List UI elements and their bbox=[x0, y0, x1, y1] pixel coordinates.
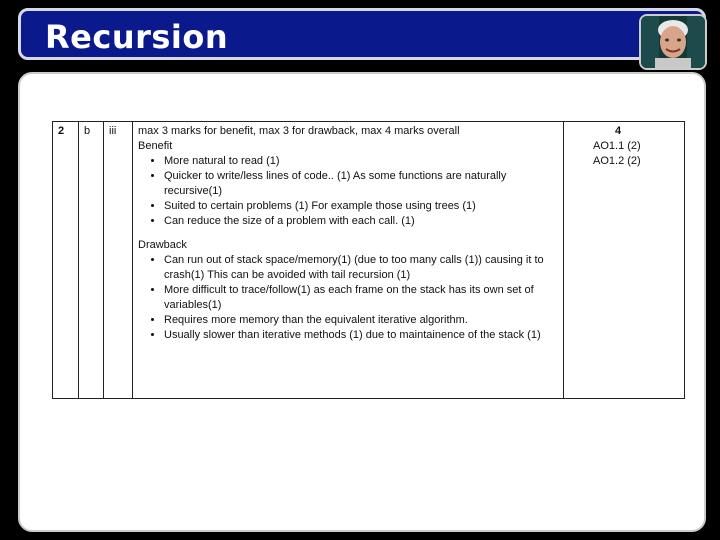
drawback-list bbox=[138, 253, 558, 343]
question-subpart: iii bbox=[104, 122, 133, 399]
marks-cell bbox=[564, 122, 685, 399]
presenter-photo-image bbox=[641, 16, 705, 68]
list-item: • More natural to read (1) bbox=[164, 154, 558, 169]
answer-cell bbox=[133, 122, 564, 399]
marks-intro: max 3 marks for benefit, max 3 for drawback, max 4 marks overall bbox=[138, 125, 460, 137]
list-item: • Suited to certain problems (1) For example those using trees (1) bbox=[164, 199, 558, 214]
list-item: • Can run out of stack space/memory(1) (due to too many calls (1)) causing it to crash(1) This can be avoided with tail recursion (1) bbox=[164, 253, 558, 283]
table-row bbox=[53, 122, 685, 399]
list-item: • Can reduce the size of a problem with each call. (1) bbox=[164, 214, 558, 229]
list-item: • Quicker to write/less lines of code.. (1) As some functions are naturally recursive(1) bbox=[164, 169, 558, 199]
question-number: 2 bbox=[53, 122, 79, 399]
markscheme-image bbox=[52, 121, 682, 399]
assessment-objective: AO1.2 (2) bbox=[593, 155, 641, 167]
title-bar bbox=[18, 8, 706, 60]
drawback-heading: Drawback bbox=[138, 239, 187, 251]
total-marks: 4 bbox=[615, 125, 622, 137]
question-part: b bbox=[79, 122, 104, 399]
slide-title: Recursion bbox=[45, 18, 229, 56]
list-item: • More difficult to trace/follow(1) as each frame on the stack has its own set of variables(1) bbox=[164, 283, 558, 313]
assessment-objective: AO1.1 (2) bbox=[593, 140, 641, 152]
markscheme-table bbox=[52, 121, 685, 399]
presenter-photo bbox=[639, 14, 707, 70]
benefit-list bbox=[138, 154, 558, 229]
list-item: • Usually slower than iterative methods (1) due to maintainence of the stack (1) bbox=[164, 328, 558, 343]
benefit-heading: Benefit bbox=[138, 140, 173, 152]
list-item: • Requires more memory than the equivalent iterative algorithm. bbox=[164, 313, 558, 328]
